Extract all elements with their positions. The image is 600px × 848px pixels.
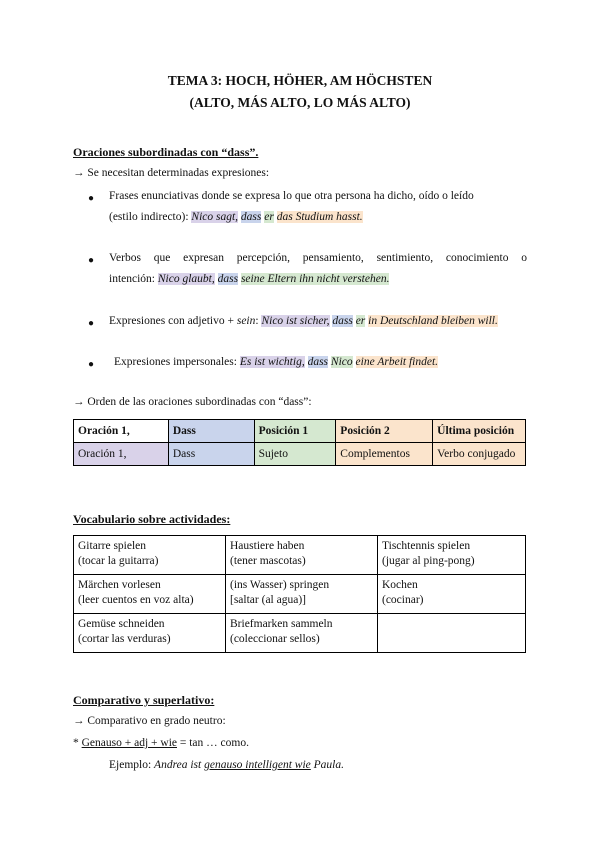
vocab-spanish: (cocinar) — [382, 594, 424, 606]
table-row — [74, 536, 526, 575]
vocab-spanish: [saltar (al agua)] — [230, 594, 306, 606]
vocab-cell — [74, 575, 226, 614]
example-part-1: Andrea ist — [154, 759, 205, 771]
vocab-german: Kochen — [382, 579, 418, 591]
rule-formula: Genauso + adj + wie — [81, 737, 177, 749]
table-cell: Complementos — [336, 443, 433, 466]
vocab-cell — [74, 536, 226, 575]
example-dass: dass — [332, 315, 353, 327]
vocab-heading: Vocabulario sobre actividades: — [73, 512, 231, 526]
bullet-1-line1: Frases enunciativas donde se expresa lo que otra persona ha dicho, oído o leído — [109, 190, 474, 202]
table-row — [74, 443, 526, 466]
vocab-spanish: (cortar las verduras) — [78, 633, 171, 645]
header-cell: Posición 1 — [254, 420, 336, 443]
order-table — [73, 419, 526, 466]
bullet-2-lead: intención: — [109, 273, 158, 285]
header-cell: Última posición — [433, 420, 526, 443]
bullet-3-text — [109, 311, 539, 332]
vocab-german: Haustiere haben — [230, 540, 305, 552]
table-header-row — [74, 420, 526, 443]
example-subject: er — [264, 211, 274, 223]
vocab-cell-empty — [378, 614, 526, 653]
example-main-clause: Es ist wichtig, — [239, 356, 305, 368]
example-dass: dass — [217, 273, 239, 285]
comparativo-intro: → Comparativo en grado neutro: — [73, 715, 226, 727]
rule-meaning: = tan … como. — [177, 737, 249, 749]
vocab-cell — [226, 614, 378, 653]
vocab-spanish: (jugar al ping-pong) — [382, 555, 475, 567]
rule-star: * — [73, 737, 82, 749]
header-cell: Posición 2 — [336, 420, 433, 443]
comparativo-heading: Comparativo y superlativo: — [73, 693, 215, 707]
vocab-table — [73, 535, 526, 653]
header-cell: Dass — [168, 420, 254, 443]
example-main-clause: Nico sagt, — [191, 211, 239, 223]
example-subject: er — [355, 315, 366, 327]
vocab-cell — [226, 536, 378, 575]
vocab-german: (ins Wasser) springen — [230, 579, 330, 591]
vocab-spanish: (coleccionar sellos) — [230, 633, 320, 645]
dass-section-heading: Oraciones subordinadas con “dass”. — [73, 145, 259, 159]
example-part-3: Paula. — [310, 759, 345, 771]
bullet-icon: ● — [88, 255, 95, 266]
table-row — [74, 614, 526, 653]
example-main-clause: Nico ist sicher, — [261, 315, 330, 327]
bullet-3-colon: : — [255, 315, 262, 327]
bullet-1-lead: (estilo indirecto): — [109, 211, 192, 223]
page-title-line1: TEMA 3: HOCH, HÖHER, AM HÖCHSTEN — [167, 73, 433, 88]
bullet-1-line2 — [109, 207, 527, 228]
table-cell: Oración 1, — [74, 443, 169, 466]
example-label: Ejemplo: — [109, 759, 155, 771]
bullet-2-text — [109, 248, 527, 290]
bullet-icon: ● — [88, 359, 95, 370]
bullet-1-text — [109, 186, 527, 228]
vocab-cell — [378, 575, 526, 614]
example-rest: in Deutschland bleiben will. — [368, 315, 498, 327]
bullet-icon: ● — [88, 193, 95, 204]
example-dass: dass — [240, 211, 262, 223]
example-subject: Nico — [330, 356, 353, 368]
example-dass: dass — [307, 356, 329, 368]
vocab-spanish: (tocar la guitarra) — [78, 555, 159, 567]
bullet-3-lead: Expresiones con adjetivo + — [109, 315, 237, 327]
page-title-line2: (ALTO, MÁS ALTO, LO MÁS ALTO) — [189, 95, 411, 110]
table-row — [74, 575, 526, 614]
bullet-4-text — [114, 352, 534, 373]
vocab-german: Briefmarken sammeln — [230, 618, 333, 630]
example-rest: eine Arbeit findet. — [355, 356, 439, 368]
vocab-german: Tischtennis spielen — [382, 540, 471, 552]
comparativo-example — [109, 759, 344, 771]
vocab-cell — [378, 536, 526, 575]
vocab-spanish: (tener mascotas) — [230, 555, 306, 567]
table-cell: Dass — [168, 443, 254, 466]
header-cell: Oración 1, — [74, 420, 169, 443]
bullet-icon: ● — [88, 318, 95, 329]
vocab-german: Gemüse schneiden — [78, 618, 165, 630]
example-main-clause: Nico glaubt, — [157, 273, 215, 285]
table-cell: Sujeto — [254, 443, 336, 466]
bullet-2-line1: Verbos que expresan percepción, pensamiento, sentimiento, conocimiento o — [109, 252, 527, 264]
order-intro: → Orden de las oraciones subordinadas con “dass”: — [73, 396, 312, 408]
bullet-2-line2 — [109, 269, 527, 290]
vocab-cell — [74, 614, 226, 653]
vocab-german: Gitarre spielen — [78, 540, 147, 552]
dass-intro: → Se necesitan determinadas expresiones: — [73, 167, 270, 179]
bullet-3-sein: sein — [236, 315, 256, 327]
comparativo-rule — [73, 737, 249, 749]
vocab-spanish: (leer cuentos en voz alta) — [78, 594, 194, 606]
example-rest: das Studium hasst. — [276, 211, 363, 223]
vocab-german: Märchen vorlesen — [78, 579, 161, 591]
example-rest: seine Eltern ihn nicht verstehen. — [240, 273, 390, 285]
vocab-cell — [226, 575, 378, 614]
bullet-4-lead: Expresiones impersonales: — [114, 356, 240, 368]
table-cell: Verbo conjugado — [433, 443, 526, 466]
example-part-2: genauso intelligent wie — [204, 759, 311, 771]
